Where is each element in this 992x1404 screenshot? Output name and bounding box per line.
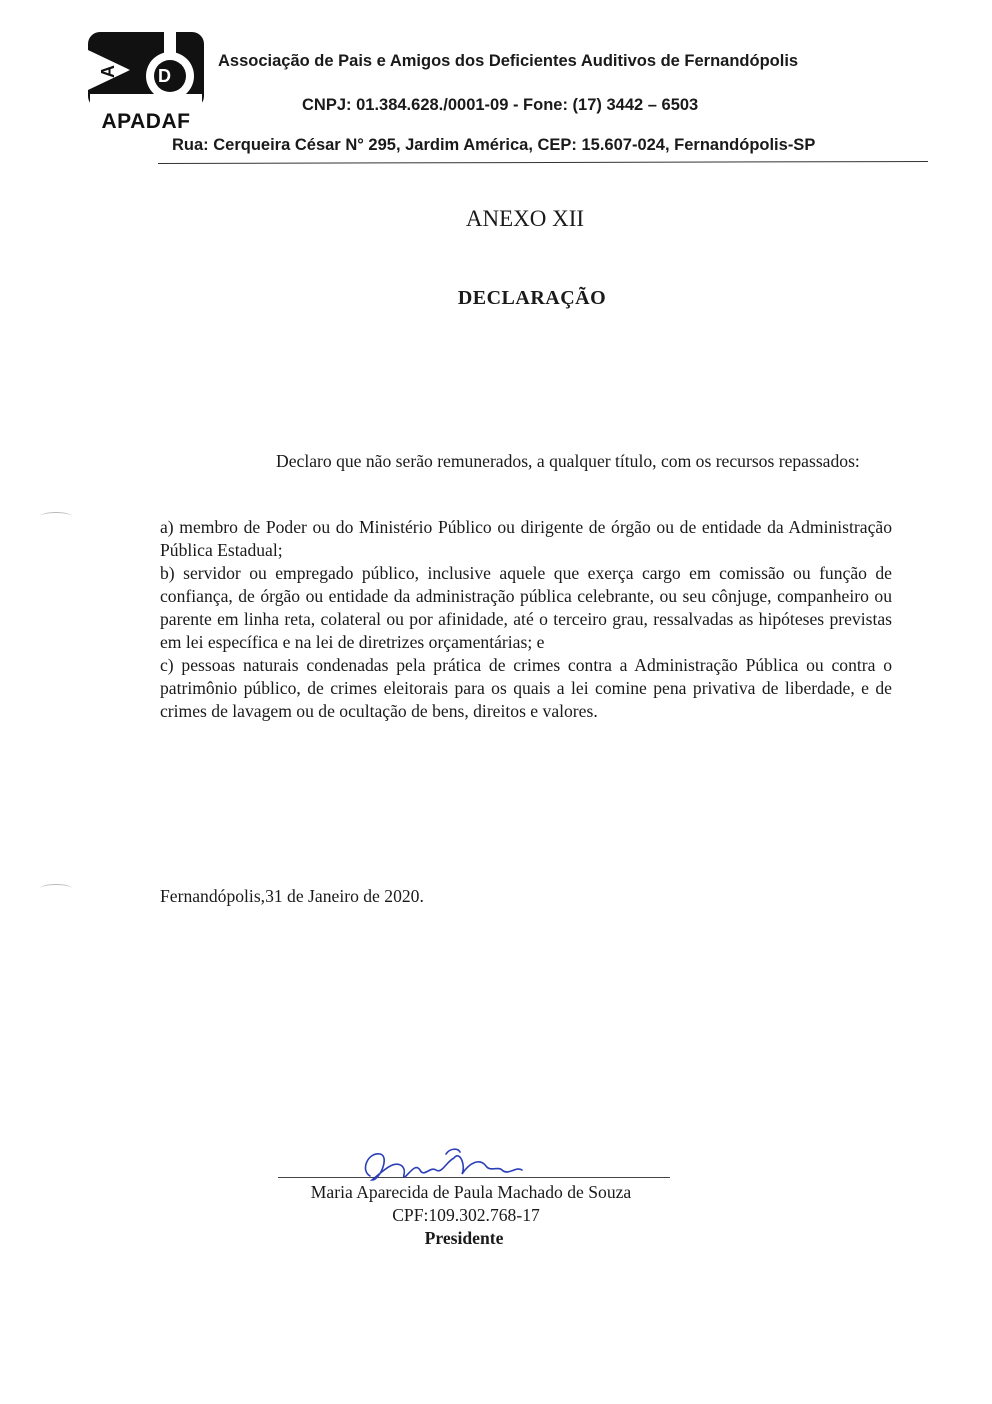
item-b: b) servidor ou empregado público, inclusive aquele que exerça cargo em comissão ou função de confiança, de órgão ou entidade da administração pública celebrante, ou seu cônjuge, companheiro ou parente em linha reta, colateral ou por afinidade, até o terceiro grau, ressalvadas as hipóteses previstas em lei específica e na lei de diretrizes orçamentárias; e: [160, 563, 892, 652]
organization-name: Associação de Pais e Amigos dos Deficientes Auditivos de Fernandópolis: [218, 52, 799, 70]
declaration-items: [160, 516, 892, 723]
signatory-name: Maria Aparecida de Paula Machado de Souza: [310, 1182, 632, 1202]
svg-text:D: D: [158, 66, 171, 86]
cnpj-phone: CNPJ: 01.384.628./0001-09 - Fone: (17) 3442 – 6503: [302, 96, 699, 114]
declaration-title: DECLARAÇÃO: [457, 287, 607, 309]
handwritten-signature: [350, 1140, 540, 1188]
signatory-role: Presidente: [424, 1228, 504, 1248]
svg-text:A: A: [98, 65, 118, 78]
logo-wordmark: APADAF: [101, 110, 191, 133]
declaration-intro: Declaro que não serão remunerados, a qualquer título, com os recursos repassados:: [276, 451, 860, 471]
address: Rua: Cerqueira César N° 295, Jardim América, CEP: 15.607-024, Fernandópolis-SP: [172, 136, 816, 154]
item-c: c) pessoas naturais condenadas pela prática de crimes contra a Administração Pública ou contra o patrimônio público, de crimes eleitorais para os quais a lei comine pena privativa de liberdade, e de crimes de lavagem ou de ocultação de bens, direitos e valores.: [160, 655, 892, 721]
date-line: Fernandópolis,31 de Janeiro de 2020.: [160, 886, 424, 906]
signatory-cpf: CPF:109.302.768-17: [392, 1205, 540, 1225]
header-divider: [158, 161, 928, 164]
scan-mark: [40, 512, 72, 521]
annex-title: ANEXO XII: [465, 206, 585, 231]
item-a: a) membro de Poder ou do Ministério Público ou dirigente de órgão ou de entidade da Administração Pública Estadual;: [160, 517, 892, 560]
apadaf-logo: [86, 30, 206, 134]
scan-mark: [40, 884, 72, 893]
